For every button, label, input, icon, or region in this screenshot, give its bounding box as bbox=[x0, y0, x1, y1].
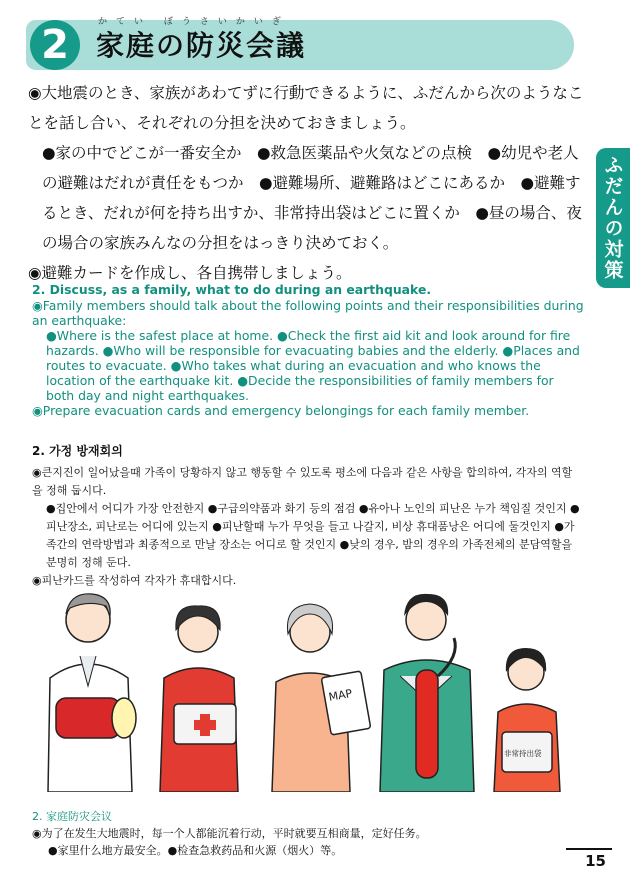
english-paragraph-3: ◉Prepare evacuation cards and emergency belongings for each family member. bbox=[32, 403, 530, 418]
grandmother-figure bbox=[272, 604, 371, 792]
english-paragraph-1: ◉Family members should talk about the following points and their responsibilities during an earthquake: bbox=[32, 298, 584, 328]
korean-paragraph-1: ◉큰지진이 일어났을때 가족이 당황하지 않고 행동할 수 있도록 평소에 다음과 같은 사항을 합의하여, 각자의 역할을 정해 둡시다. bbox=[32, 466, 573, 497]
japanese-section bbox=[28, 78, 584, 288]
korean-paragraph-2: ●집안에서 어디가 가장 안전한지 ●구급의약품과 화기 등의 점검 ●유아나 노인의 피난은 누가 책임질 것인지 ●피난장소, 피난로는 어디에 있는지 ●피난할때 누가 무엇을 들고 나갈지, 비상 휴대품낭은 어디에 둘것인지 ●가족간의 연락방법과 최종적으로 만날 장소는 어디로 할 것인지 ●낮의 경우, 밤의 경우의 가족전체의 분담역할을 분명히 정해 둔다. bbox=[46, 502, 580, 569]
chinese-section bbox=[32, 808, 572, 859]
english-paragraph-2: ●Where is the safest place at home. ●Check the first aid kit and look around for fire hazards. ●Who will be responsible for evacuating babies and the elderly. ●Places and routes to evacuate. ●Who takes what during an evacuation and who knows the location of the earthquake kit. ●Decide the responsibilities of family members for both day and night earthquakes. bbox=[46, 328, 580, 403]
korean-title: 2. 가정 방재회의 bbox=[32, 444, 123, 458]
chinese-title: 2. 家庭防灾会议 bbox=[32, 810, 112, 823]
page-number-rule bbox=[566, 848, 612, 850]
chinese-paragraph-2: ●家里什么地方最安全。●检查急救药品和火源（烟火）等。 bbox=[48, 844, 343, 857]
section-number-badge: 2 bbox=[30, 20, 80, 70]
family-illustration bbox=[40, 586, 580, 792]
side-tab-label: ふだんの対策 bbox=[601, 155, 624, 281]
english-title: 2. Discuss, as a family, what to do during an earthquake. bbox=[32, 282, 432, 297]
young-man-figure bbox=[380, 594, 474, 792]
japanese-paragraph-1: ◉大地震のとき、家族があわてずに行動できるように、ふだんから次のようなことを話し合い、それぞれの分担を決めておきましょう。 bbox=[28, 84, 584, 132]
japanese-paragraph-2: ●家の中でどこが一番安全か ●救急医薬品や火気などの点検 ●幼児や老人の避難はだれが責任をもつか ●避難場所、避難路はどこにあるか ●避難するとき、だれが何を持ち出すか、非常持出袋はどこに置くか ●昼の場合、夜の場合の家族みんなの分担をはっきり決めておく。 bbox=[42, 144, 582, 252]
page-title: 家庭の防災会議 bbox=[96, 29, 307, 62]
father-figure bbox=[48, 594, 136, 792]
mother-figure bbox=[160, 606, 238, 792]
map-label: MAP bbox=[327, 686, 354, 704]
korean-section bbox=[32, 442, 582, 590]
korean-paragraph-3: ◉피난카드를 작성하여 각자가 휴대합시다. bbox=[32, 574, 237, 587]
english-section bbox=[32, 282, 584, 418]
header-ruby: かてい ぼうさいかいぎ bbox=[98, 17, 290, 27]
side-tab[interactable] bbox=[596, 148, 630, 288]
japanese-paragraph-3: ◉避難カードを作成し、各自携帯しましょう。 bbox=[28, 264, 352, 282]
girl-figure bbox=[494, 648, 560, 792]
kit-label: 非常持出袋 bbox=[504, 749, 542, 758]
chinese-paragraph-1: ◉为了在发生大地震时，每一个人都能沉着行动，平时就要互相商量，定好任务。 bbox=[32, 827, 427, 840]
page-number: 15 bbox=[585, 852, 606, 870]
